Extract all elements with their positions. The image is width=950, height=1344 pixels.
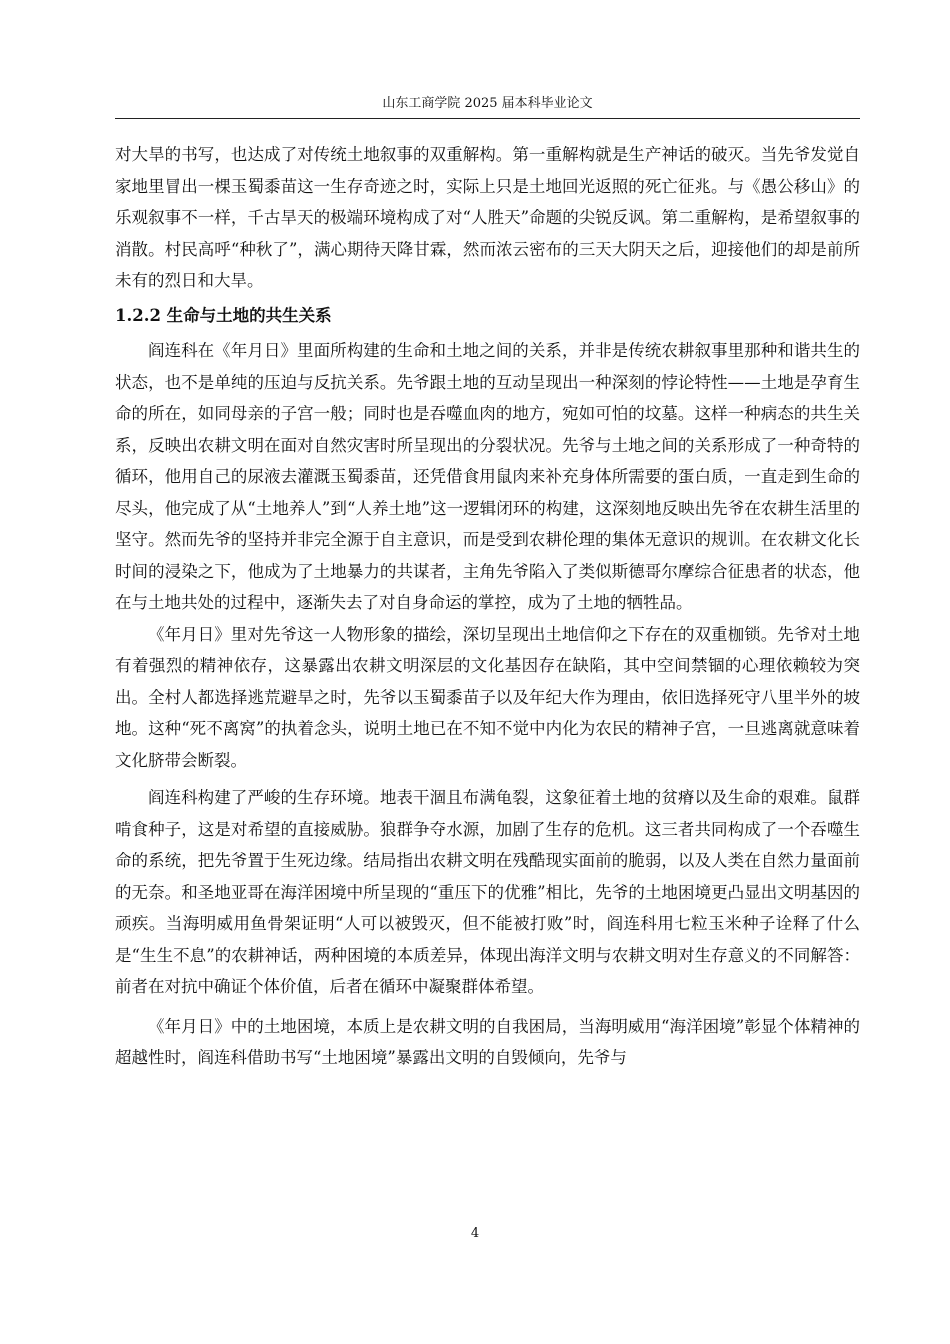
paragraph: 《年月日》中的土地困境，本质上是农耕文明的自我困局，当海明威用“海洋困境”彰显个体精神的超越性时，阎连科借助书写“土地困境”暴露出文明的自毁倾向，先爷与 [115, 1016, 860, 1067]
page-number: 4 [470, 1226, 480, 1241]
paragraph-continued: 对大旱的书写，也达成了对传统土地叙事的双重解构。第一重解构就是生产神话的破灭。当先爷发觉自家地里冒出一棵玉蜀黍苗这一生存奇迹之时，实际上只是土地回光返照的死亡征兆。与《愚公移山》的乐观叙事不一样，千古旱天的极端环境构成了对“人胜天”命题的尖锐反讽。第二重解构，是希望叙事的消散。村民高呼“种秋了”，满心期待天降甘霖，然而浓云密布的三天大阴天之后，迎接他们的却是前所未有的烈日和大旱。 [115, 145, 860, 290]
paragraph: 《年月日》里对先爷这一人物形象的描绘，深切呈现出土地信仰之下存在的双重枷锁。先爷对土地有着强烈的精神依存，这暴露出农耕文明深层的文化基因存在缺陷，其中空间禁锢的心理依赖较为突出。全村人都选择逃荒避旱之时，先爷以玉蜀黍苗子以及年纪大作为理由，依旧选择死守八里半外的坡地。这种“死不离窝”的执着念头，说明土地已在不知不觉中内化为农民的精神子宫，一旦逃离就意味着文化脐带会断裂。 [115, 624, 860, 770]
paragraph: 阎连科构建了严峻的生存环境。地表干涸且布满龟裂，这象征着土地的贫瘠以及生命的艰难。鼠群啃食种子，这是对希望的直接威胁。狼群争夺水源，加剧了生存的危机。这三者共同构成了一个吞噬生命的系统，把先爷置于生死边缘。结局指出农耕文明在残酷现实面前的脆弱，以及人类在自然力量面前的无奈。和圣地亚哥在海洋困境中所呈现的“重压下的优雅”相比，先爷的土地困境更凸显出文明基因的顽疾。当海明威用鱼骨架证明“人可以被毁灭，但不能被打败”时，阎连科用七粒玉米种子诠释了什么是“生生不息”的农耕神话，两种困境的本质差异，体现出海洋文明与农耕文明对生存意义的不同解答：前者在对抗中确证个体价值，后者在循环中凝聚群体希望。 [115, 788, 860, 996]
paragraph: 阎连科在《年月日》里面所构建的生命和土地之间的关系，并非是传统农耕叙事里那种和谐共生的状态，也不是单纯的压迫与反抗关系。先爷跟土地的互动呈现出一种深刻的悖论特性——土地是孕育生命的所在，如同母亲的子宫一般；同时也是吞噬血肉的地方，宛如可怕的坟墓。这样一种病态的共生关系，反映出农耕文明在面对自然灾害时所呈现出的分裂状况。先爷与土地之间的关系形成了一种奇特的循环，他用自己的尿液去灌溉玉蜀黍苗，还凭借食用鼠肉来补充身体所需要的蛋白质，一直走到生命的尽头，他完成了从“土地养人”到“人养土地”这一逻辑闭环的构建，这深刻地反映出先爷在农耕生活里的坚守。然而先爷的坚持并非完全源于自主意识，而是受到农耕伦理的集体无意识的规训。在农耕文化长时间的浸染之下，他成为了土地暴力的共谋者，主角先爷陷入了类似斯德哥尔摩综合征患者的状态，他在与土地共处的过程中，逐渐失去了对自身命运的掌控，成为了土地的牺牲品。 [115, 341, 860, 612]
running-header: 山东工商学院 2025 届本科毕业论文 [382, 96, 593, 111]
main-text [115, 139, 860, 1074]
header-rule [115, 118, 860, 119]
section-heading: 1.2.2 生命与土地的共生关系 [115, 305, 332, 325]
